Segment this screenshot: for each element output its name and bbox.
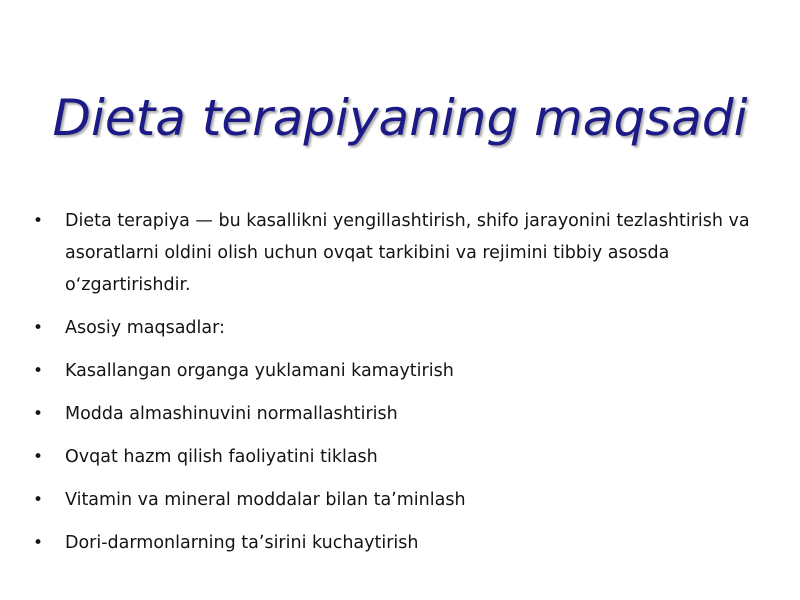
bullet-list	[30, 205, 775, 570]
bullet-item	[30, 312, 775, 344]
bullet-item	[30, 398, 775, 430]
bullet-item	[30, 484, 775, 516]
bullet-dot-icon: •	[33, 447, 44, 467]
bullet-dot-icon: •	[33, 361, 44, 381]
slide-title: Dieta terapiyaning maqsadi	[52, 89, 748, 147]
bullet-item	[30, 441, 775, 473]
bullet-text: Asosiy maqsadlar:	[65, 318, 225, 338]
bullet-dot-icon: •	[33, 211, 44, 231]
bullet-text: Kasallangan organga yuklamani kamaytirish	[65, 361, 454, 381]
bullet-text: Dori-darmonlarning taʼsirini kuchaytirish	[65, 533, 419, 553]
bullet-item	[30, 527, 775, 559]
bullet-dot-icon: •	[33, 318, 44, 338]
bullet-item	[30, 355, 775, 387]
bullet-dot-icon: •	[33, 404, 44, 424]
bullet-text: Ovqat hazm qilish faoliyatini tiklash	[65, 447, 378, 467]
bullet-text: Dieta terapiya — bu kasallikni yengillashtirish, shifo jarayonini tezlashtirish va asoratlarni oldini olish uchun ovqat tarkibini va rejimini tibbiy asosda oʻzgartirishdir.	[65, 211, 750, 295]
bullet-dot-icon: •	[33, 533, 44, 553]
bullet-item	[30, 205, 775, 301]
bullet-text: Modda almashinuvini normallashtirish	[65, 404, 398, 424]
bullet-text: Vitamin va mineral moddalar bilan taʼminlash	[65, 490, 466, 510]
bullet-dot-icon: •	[33, 490, 44, 510]
